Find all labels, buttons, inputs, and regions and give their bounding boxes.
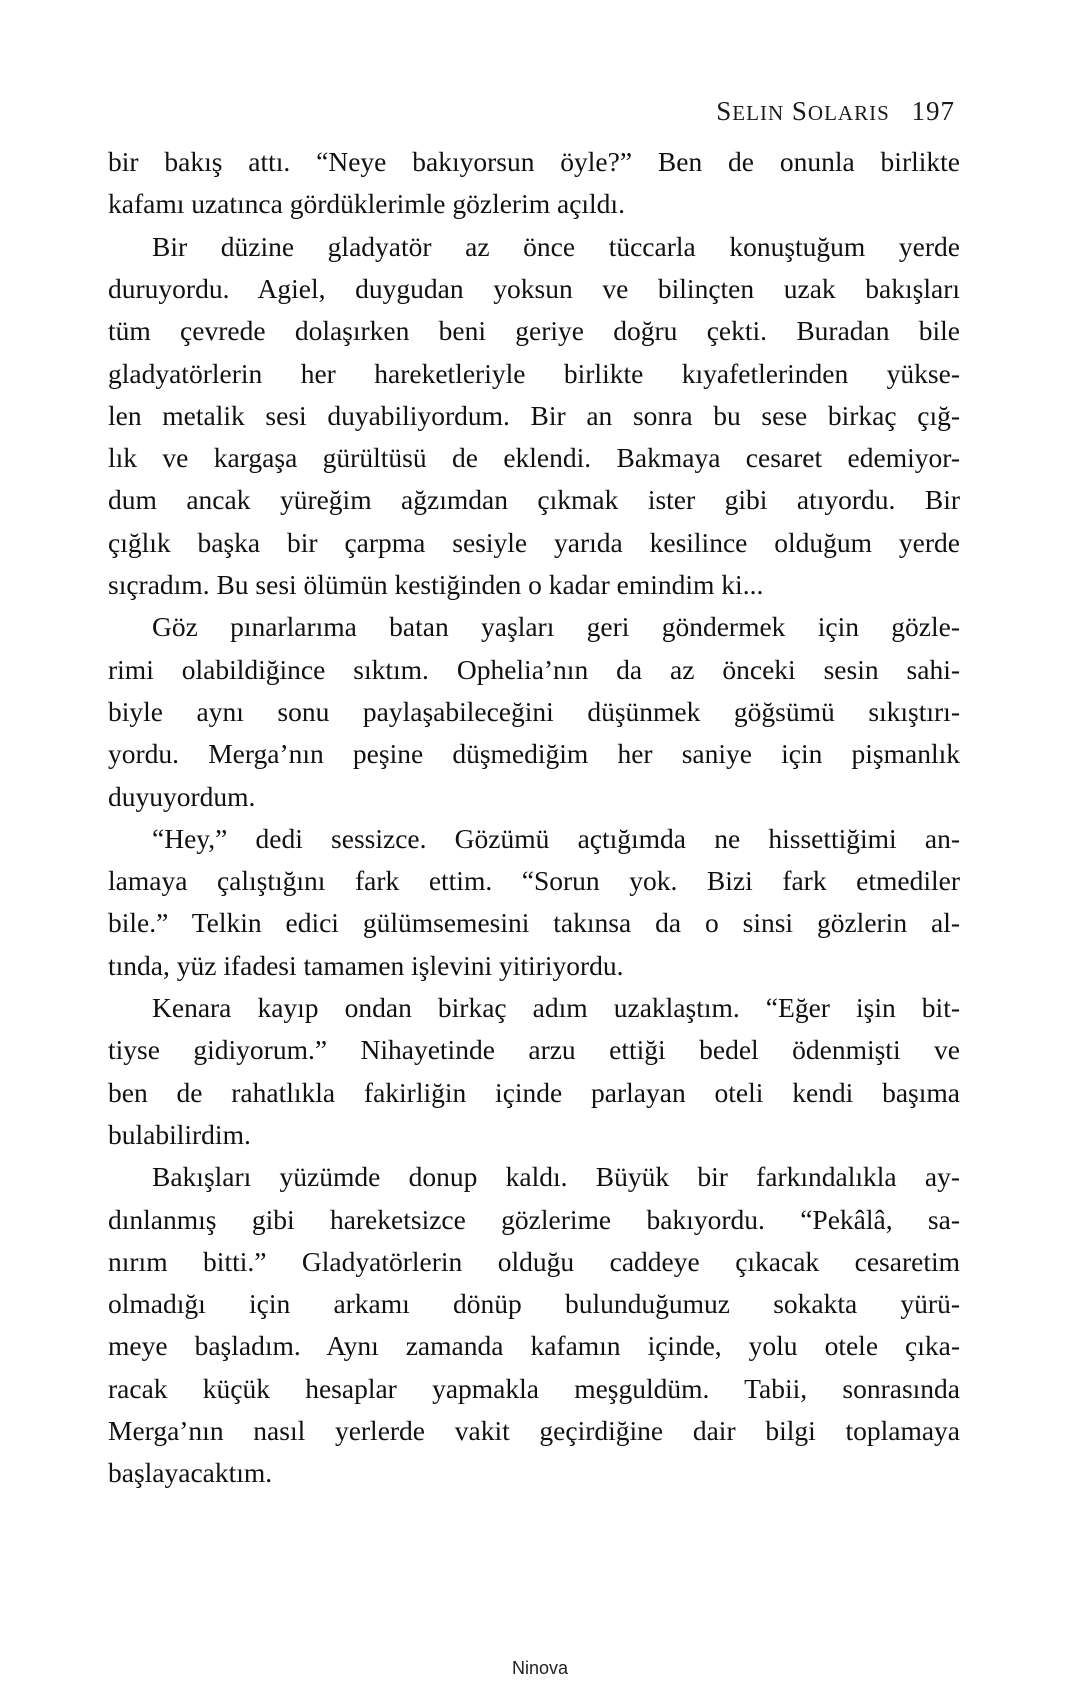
text-line: len metalik sesi duyabiliyordum. Bir an sonra bu sese birkaç çığ-: [108, 399, 960, 431]
text-line: meye başladım. Aynı zamanda kafamın içinde, yolu otele çıka-: [108, 1330, 960, 1362]
text-line: bile.” Telkin edici gülümsemesini takınsa da o sinsi gözlerin al-: [108, 907, 960, 939]
text-line: duyuyordum.: [108, 780, 256, 812]
text-line: tiyse gidiyorum.” Nihayetinde arzu ettiği bedel ödenmişti ve: [108, 1034, 960, 1066]
text-line: racak küçük hesaplar yapmakla meşguldüm. Tabii, sonrasında: [108, 1372, 960, 1404]
text-line: sıçradım. Bu sesi ölümün kestiğinden o kadar emindim ki...: [108, 569, 764, 600]
text-line: Bir düzine gladyatör az önce tüccarla konuştuğum yerde: [152, 230, 960, 262]
author-last-rest: OLARIS: [807, 101, 890, 125]
publisher-footer: Ninova: [511, 1658, 569, 1678]
author-first-initial: S: [716, 96, 733, 126]
text-line: biyle aynı sonu paylaşabileceğini düşünmek göğsümü sıkıştırı-: [108, 695, 960, 727]
text-line: kafamı uzatınca gördüklerimle gözlerim açıldı.: [108, 188, 625, 220]
text-line: tında, yüz ifadesi tamamen işlevini yitiriyordu.: [108, 949, 624, 981]
author-first-rest: ELIN: [732, 101, 785, 125]
text-line: bir bakış attı. “Neye bakıyorsun öyle?” Ben de onunla birlikte: [108, 146, 960, 177]
text-line: “Hey,” dedi sessizce. Gözümü açtığımda ne hissettiğimi an-: [152, 822, 960, 854]
text-line: tüm çevrede dolaşırken beni geriye doğru çekti. Buradan bile: [108, 315, 960, 347]
text-line: rimi olabildiğince sıktım. Ophelia’nın da az önceki sesin sahi-: [108, 653, 960, 685]
text-line: Bakışları yüzümde donup kaldı. Büyük bir farkındalıkla ay-: [152, 1161, 960, 1193]
running-head: [716, 96, 955, 127]
text-line: başlayacaktım.: [108, 1457, 273, 1489]
text-line: bulabilirdim.: [108, 1118, 251, 1150]
text-line: Göz pınarlarıma batan yaşları geri göndermek için gözle-: [152, 611, 960, 643]
text-line: duruyordu. Agiel, duygudan yoksun ve bilinçten uzak bakışları: [108, 272, 960, 304]
page-number: 197: [911, 96, 955, 126]
text-line: nırım bitti.” Gladyatörlerin olduğu caddeye çıkacak cesaretim: [108, 1245, 960, 1277]
text-line: çığlık başka bir çarpma sesiyle yarıda kesilince olduğum yerde: [108, 526, 960, 558]
text-line: dum ancak yüreğim ağzımdan çıkmak ister gibi atıyordu. Bir: [108, 484, 960, 516]
text-line: ben de rahatlıkla fakirliğin içinde parlayan oteli kendi başıma: [108, 1076, 960, 1108]
text-line: dınlanmış gibi hareketsizce gözlerime bakıyordu. “Pekâlâ, sa-: [108, 1203, 960, 1235]
text-line: gladyatörlerin her hareketleriyle birlikte kıyafetlerinden yükse-: [108, 357, 960, 389]
text-line: yordu. Merga’nın peşine düşmediğim her saniye için pişmanlık: [108, 738, 960, 770]
text-line: olmadığı için arkamı dönüp bulunduğumuz sokakta yürü-: [108, 1288, 960, 1320]
text-line: lık ve kargaşa gürültüsü de eklendi. Bakmaya cesaret edemiyor-: [108, 442, 960, 474]
text-line: Merga’nın nasıl yerlerde vakit geçirdiğine dair bilgi toplamaya: [108, 1415, 960, 1446]
text-line: lamaya çalıştığını fark ettim. “Sorun yok. Bizi fark etmediler: [108, 865, 960, 897]
text-line: Kenara kayıp ondan birkaç adım uzaklaştım. “Eğer işin bit-: [152, 992, 960, 1023]
author-last-initial: S: [791, 96, 808, 126]
